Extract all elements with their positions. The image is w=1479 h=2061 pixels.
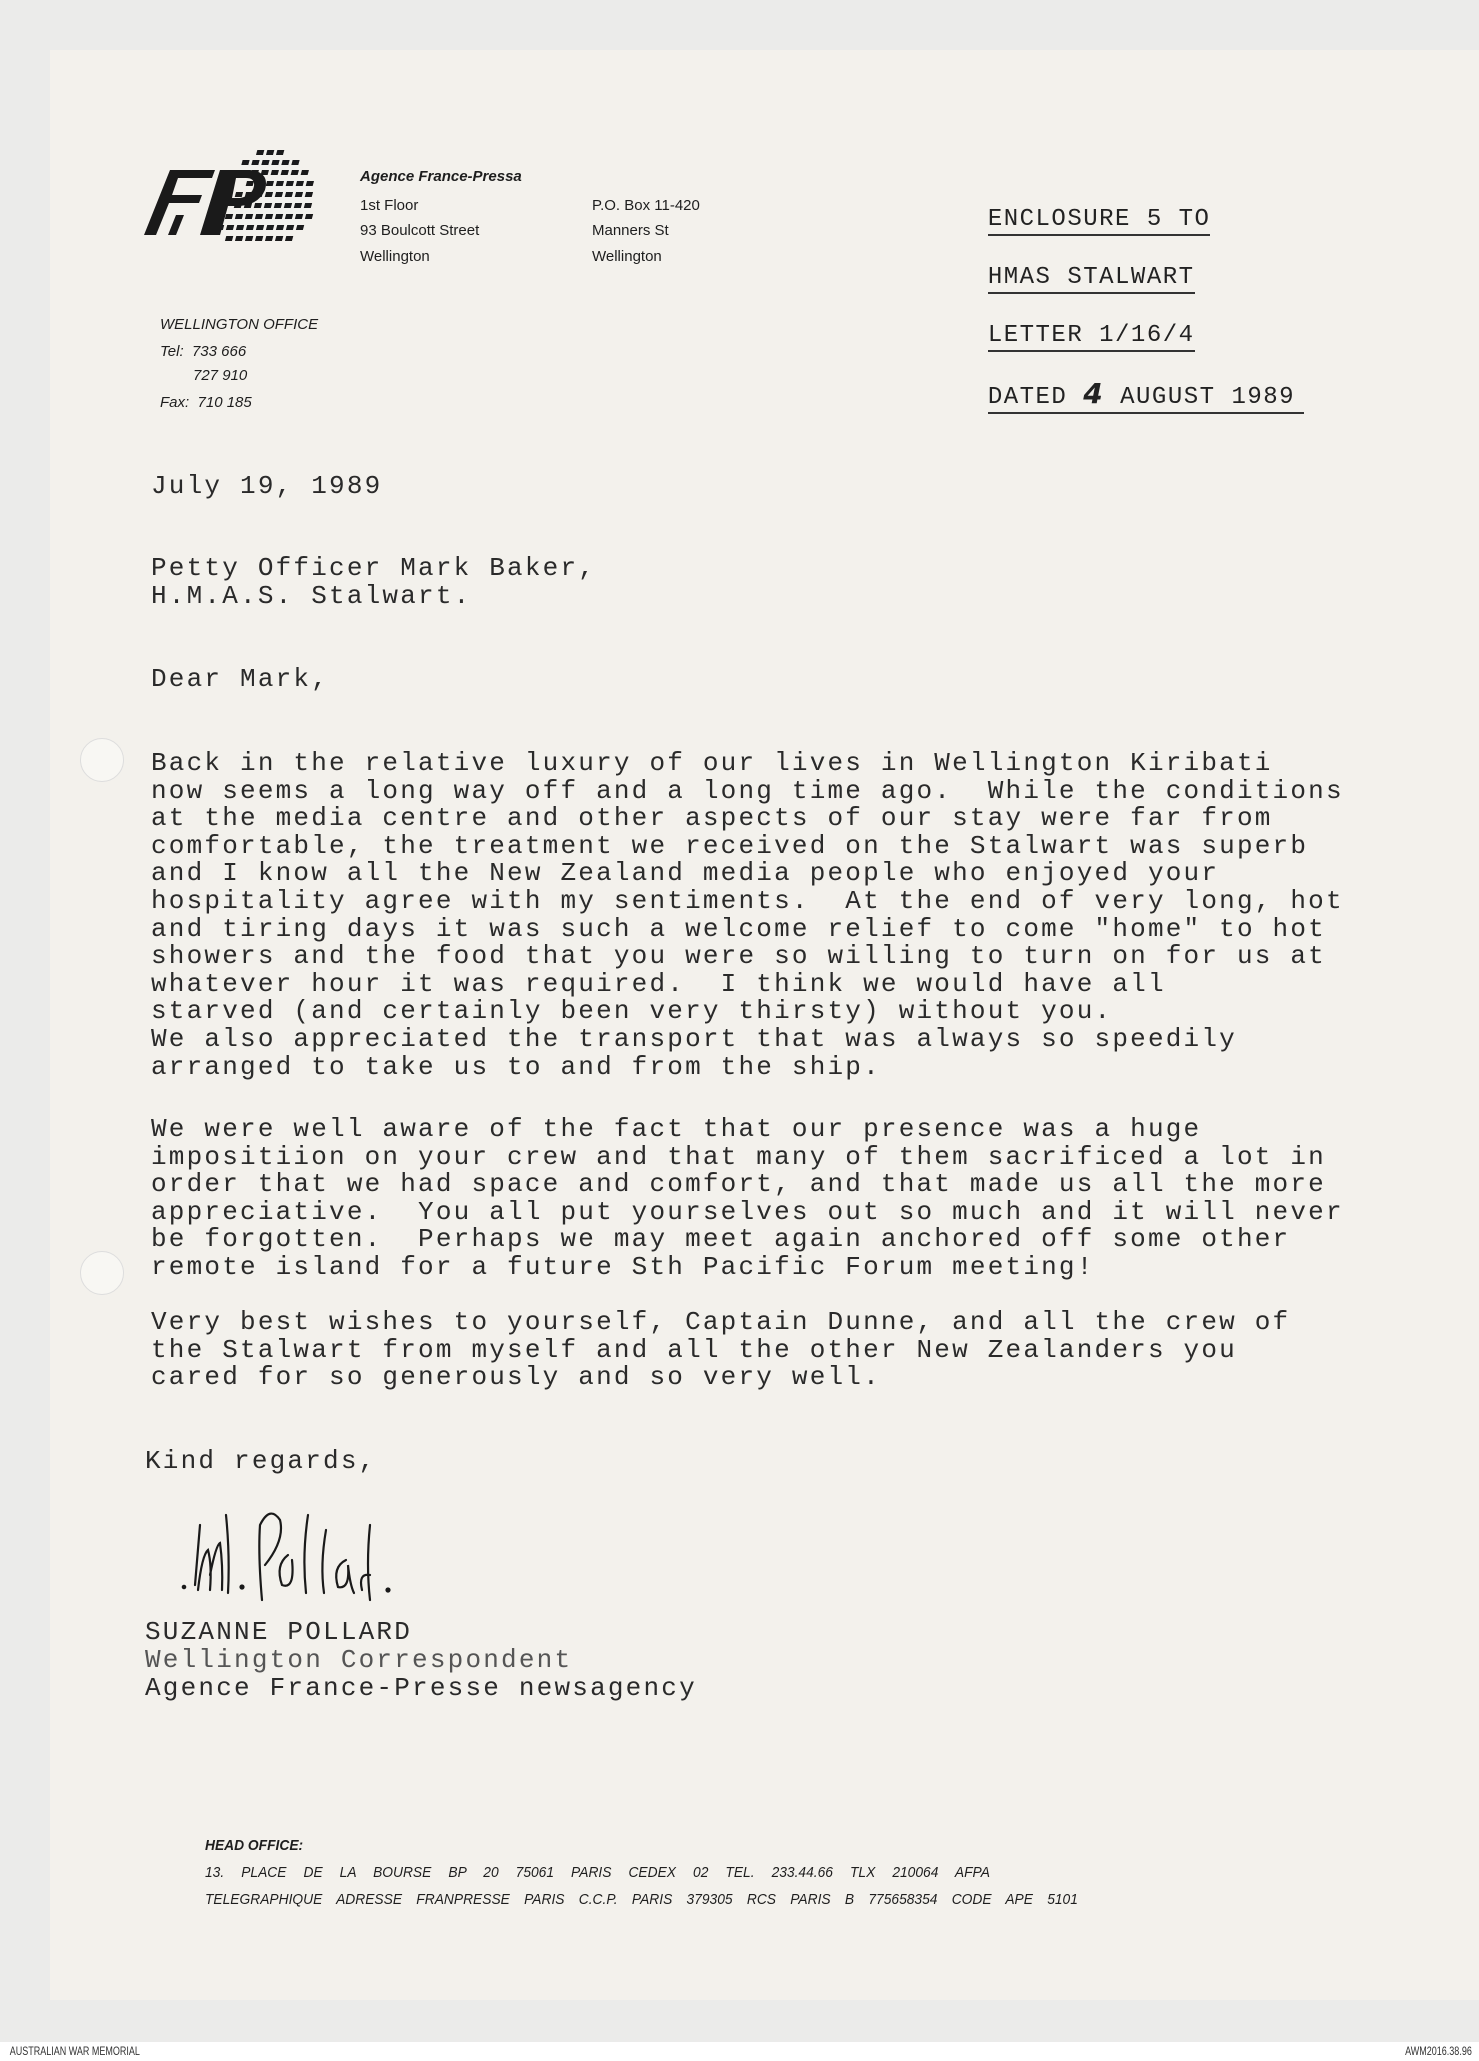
paragraph-line: now seems a long way off and a long time ago. While the conditions xyxy=(151,775,1344,806)
address-line: 93 Boulcott Street xyxy=(360,222,480,239)
logo-stripe xyxy=(274,203,282,208)
logo-stripe xyxy=(255,236,263,241)
logo-stripe xyxy=(245,214,253,219)
logo-stripe xyxy=(284,203,292,208)
logo-stripe xyxy=(265,192,273,197)
signer-organization: Agence France-Presse newsagency xyxy=(145,1673,697,1703)
logo-stripe xyxy=(275,192,283,197)
recipient-line: H.M.A.S. Stalwart. xyxy=(151,581,472,611)
logo-stripe xyxy=(246,181,254,186)
enclosure-line: HMAS STALWART xyxy=(988,264,1195,294)
logo-stripe xyxy=(295,214,303,219)
logo-stripe xyxy=(266,225,274,230)
signer-name: SUZANNE POLLARD xyxy=(145,1617,413,1647)
logo-stripe xyxy=(241,160,249,165)
postal-line: P.O. Box 11-420 xyxy=(592,197,700,214)
archive-credit: AUSTRALIAN WAR MEMORIAL xyxy=(9,2044,140,2058)
recipient-line: Petty Officer Mark Baker, xyxy=(151,553,597,583)
punch-hole xyxy=(80,738,124,782)
office-tel2: 727 910 xyxy=(193,367,248,384)
paragraph-line: Very best wishes to yourself, Captain Dunne, and all the crew of xyxy=(151,1307,1291,1337)
postal-line: Manners St xyxy=(592,222,669,239)
logo-stripe xyxy=(225,214,233,219)
logo-stripe xyxy=(256,150,264,155)
enclosure-line: LETTER 1/16/4 xyxy=(988,322,1195,352)
office-title: WELLINGTON OFFICE xyxy=(160,316,319,333)
paragraph-line: and tiring days it was such a welcome relief to come "home" to hot xyxy=(151,913,1326,944)
paragraph-line: cared for so generously and so very well. xyxy=(151,1362,881,1393)
logo-stripe xyxy=(266,181,274,186)
logo-stripe xyxy=(271,160,279,165)
logo-stripe xyxy=(251,160,259,165)
logo-stripe xyxy=(285,236,293,241)
logo-stripe xyxy=(261,160,269,165)
logo-stripe xyxy=(275,214,283,219)
dated-month-year: AUGUST 1989 xyxy=(1120,384,1296,411)
logo-stripe xyxy=(295,192,303,197)
logo-stripe xyxy=(264,203,272,208)
paragraph-line: hospitality agree with my sentiments. At the end of very long, hot xyxy=(151,885,1344,916)
paragraph-line: order that we had space and comfort, and that made us all the more xyxy=(151,1169,1326,1200)
closing: Kind regards, xyxy=(145,1446,377,1476)
paragraph-line: impositiion on your crew and that many of them sacrificed a lot in xyxy=(151,1141,1326,1172)
logo-stripe xyxy=(304,203,312,208)
paragraph-line: We also appreciated the transport that was always so speedily xyxy=(151,1023,1237,1054)
logo-stripe xyxy=(266,150,274,155)
archive-id: AWM2016.38.96 xyxy=(1405,2044,1472,2058)
paragraph-2 xyxy=(151,1116,1344,1282)
paragraph-line: showers and the food that you were so willing to turn on for us at xyxy=(151,941,1326,972)
logo-stripe xyxy=(235,236,243,241)
dated-label: DATED xyxy=(987,384,1068,411)
address-line: 1st Floor xyxy=(360,197,419,214)
paragraph-1 xyxy=(151,750,1344,1081)
afp-logo-icon xyxy=(140,140,340,268)
salutation: Dear Mark, xyxy=(151,664,330,694)
head-office-title: HEAD OFFICE: xyxy=(205,1837,304,1854)
signature xyxy=(170,1495,470,1610)
signer-title: Wellington Correspondent xyxy=(145,1645,573,1675)
head-office-line: 13. PLACE DE LA BOURSE BP 20 75061 PARIS CEDEX 02 TEL. 233.44.66 TLX 210064 AFPA xyxy=(205,1864,990,1881)
logo-stripe xyxy=(306,181,314,186)
paragraph-line: comfortable, the treatment we received on the Stalwart was superb xyxy=(151,830,1309,861)
logo-stripe xyxy=(254,203,262,208)
logo-stripe xyxy=(291,170,299,175)
logo-stripe xyxy=(286,225,294,230)
paragraph-line: and I know all the New Zealand media people who enjoyed your xyxy=(151,858,1220,889)
paragraph-3 xyxy=(151,1309,1290,1392)
logo-stripe xyxy=(285,192,293,197)
paragraph-line: remote island for a future Sth Pacific Forum meeting! xyxy=(151,1251,1095,1282)
paragraph-line: the Stalwart from myself and all the other New Zealanders you xyxy=(151,1334,1237,1365)
address-line: Wellington xyxy=(360,248,430,265)
paragraph-line: at the media centre and other aspects of our stay were far from xyxy=(151,803,1273,834)
logo-stripe xyxy=(276,181,284,186)
logo-stripe xyxy=(305,192,313,197)
logo-stripe xyxy=(281,170,289,175)
logo-stripe xyxy=(276,225,284,230)
logo-stripe xyxy=(281,160,289,165)
paragraph-line: We were well aware of the fact that our presence was a huge xyxy=(151,1114,1202,1144)
logo-stripe xyxy=(271,170,279,175)
paragraph-line: be forgotten. Perhaps we may meet again anchored off some other xyxy=(151,1224,1291,1255)
logo-stripe xyxy=(301,170,309,175)
office-fax: Fax: 710 185 xyxy=(160,394,252,411)
logo-stripe xyxy=(275,236,283,241)
logo-stripe xyxy=(294,203,302,208)
agency-name: Agence France-Pressa xyxy=(360,168,522,185)
enclosure-date-line xyxy=(987,377,1304,414)
logo-stripe xyxy=(265,236,273,241)
enclosure-line: ENCLOSURE 5 TO xyxy=(988,206,1211,236)
paragraph-line: Back in the relative luxury of our lives in Wellington Kiribati xyxy=(151,748,1273,778)
logo-stripe xyxy=(286,181,294,186)
logo-stripe xyxy=(305,214,313,219)
logo-stripe xyxy=(291,160,299,165)
logo-stripe xyxy=(276,150,284,155)
logo-stripe xyxy=(235,214,243,219)
logo-stripe xyxy=(255,214,263,219)
office-tel: Tel: 733 666 xyxy=(160,343,247,360)
logo-stripe xyxy=(236,225,244,230)
logo-stripe xyxy=(226,225,234,230)
paragraph-line: whatever hour it was required. I think we would have all xyxy=(151,968,1166,999)
logo-stripe xyxy=(265,214,273,219)
paragraph-line: starved (and certainly been very thirsty) without you. xyxy=(151,996,1113,1027)
logo-stripe xyxy=(285,214,293,219)
paragraph-line: arranged to take us to and from the ship. xyxy=(151,1051,881,1082)
postal-line: Wellington xyxy=(592,248,662,265)
logo-stripe xyxy=(225,236,233,241)
logo-stripe xyxy=(246,225,254,230)
logo-stripe xyxy=(235,192,243,197)
paragraph-line: appreciative. You all put yourselves out so much and it will never xyxy=(151,1196,1344,1227)
punch-hole xyxy=(80,1251,124,1295)
logo-stripe xyxy=(296,225,304,230)
handwritten-day: 4 xyxy=(1083,377,1105,410)
enclosure-stamp xyxy=(956,178,1304,414)
logo-stripe xyxy=(256,225,264,230)
letter-date: July 19, 1989 xyxy=(151,471,383,501)
logo-stripe xyxy=(245,236,253,241)
head-office-line: TELEGRAPHIQUE ADRESSE FRANPRESSE PARIS C.C.P. PARIS 379305 RCS PARIS B 775658354 CODE APE 5101 xyxy=(205,1891,1078,1908)
logo-stripe xyxy=(296,181,304,186)
